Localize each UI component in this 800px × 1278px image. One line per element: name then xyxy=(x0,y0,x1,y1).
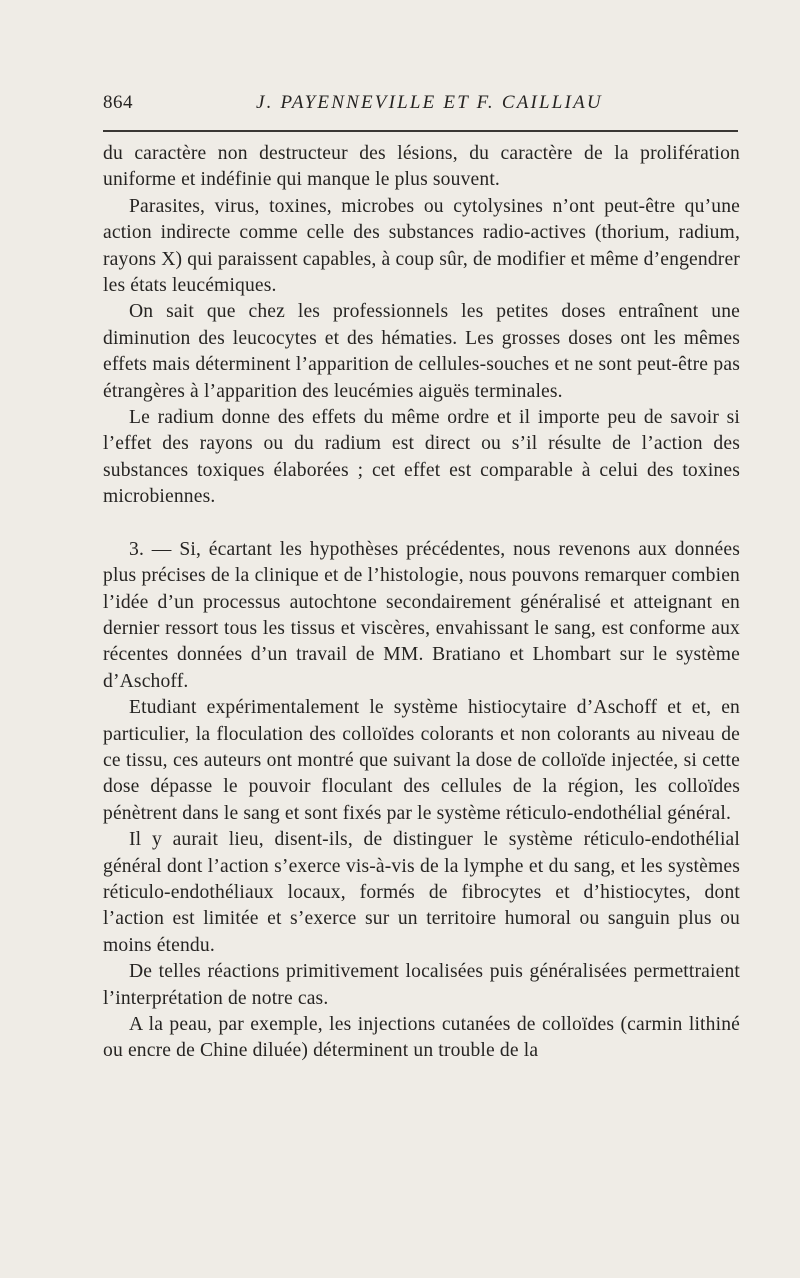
paragraph-etudiant: Etudiant expérimentalement le système histiocytaire d’Aschoff et et, en particulier, la floculation des colloïdes colorants et non colorants au niveau de ce tissu, ces auteurs ont montré que suivant la dose de colloïde injectée, si cette dose dépasse le pouvoir floculant des cellules de la région, les colloïdes pénètrent dans le sang et sont fixés par le système réticulo-endothélial général. xyxy=(103,697,740,824)
header-rule xyxy=(103,130,738,132)
paragraph-peau: A la peau, par exemple, les injections cutanées de colloïdes (carmin lithiné ou encre de Chine diluée) déterminent un trouble de la xyxy=(103,1014,740,1062)
paragraph-continuation: du caractère non destructeur des lésions, du caractère de la prolifération uniforme et indéfinie qui manque le plus souvent. xyxy=(103,143,740,191)
page-header xyxy=(103,92,738,122)
paragraph-reactions: De telles réactions primitivement localisées puis généralisées permettraient l’interprétation de notre cas. xyxy=(103,961,740,1009)
body-text xyxy=(103,141,740,1065)
paragraph-radium: Le radium donne des effets du même ordre et il importe peu de savoir si l’effet des rayons ou du radium est direct ou s’il résulte de l’action des substances toxiques élaborées ; cet effet est comparable à celui des toxines microbiennes. xyxy=(103,407,740,508)
paragraph-professionnels: On sait que chez les professionnels les petites doses entraînent une diminution des leucocytes et des hématies. Les grosses doses ont les mêmes effets mais déterminent l’apparition de cellules-souches et ne sont peut-être pas étrangères à l’apparition des leucémies aiguës terminales. xyxy=(103,301,740,402)
page-number: 864 xyxy=(103,92,133,113)
paragraph-parasites: Parasites, virus, toxines, microbes ou cytolysines n’ont peut-être qu’une action indirecte comme celle des substances radio-actives (thorium, radium, rayons X) qui paraissent capables, à coup sûr, de modifier et même d’engendrer les états leucémiques. xyxy=(103,195,740,297)
running-head: J. PAYENNEVILLE ET F. CAILLIAU xyxy=(256,92,603,113)
paragraph-section-3: 3. — Si, écartant les hypothèses précédentes, nous revenons aux données plus précises de la clinique et de l’histologie, nous pouvons remarquer combien l’idée d’un processus autochtone secondairement généralisé et atteignant en dernier ressort tous les tissus et viscères, envahissant le sang, est conforme aux récentes données d’un travail de MM. Bratiano et Lhombart sur le système d’Aschoff. xyxy=(103,538,740,692)
paragraph-reticulo: Il y aurait lieu, disent-ils, de distinguer le système réticulo-endothélial général dont l’action s’exerce vis-à-vis de la lymphe et du sang, et les systèmes réticulo-endothéliaux locaux, formés de fibrocytes et d’histiocytes, dont l’action est limitée et s’exerce sur un territoire humoral ou sanguin plus ou moins étendu. xyxy=(103,829,740,956)
